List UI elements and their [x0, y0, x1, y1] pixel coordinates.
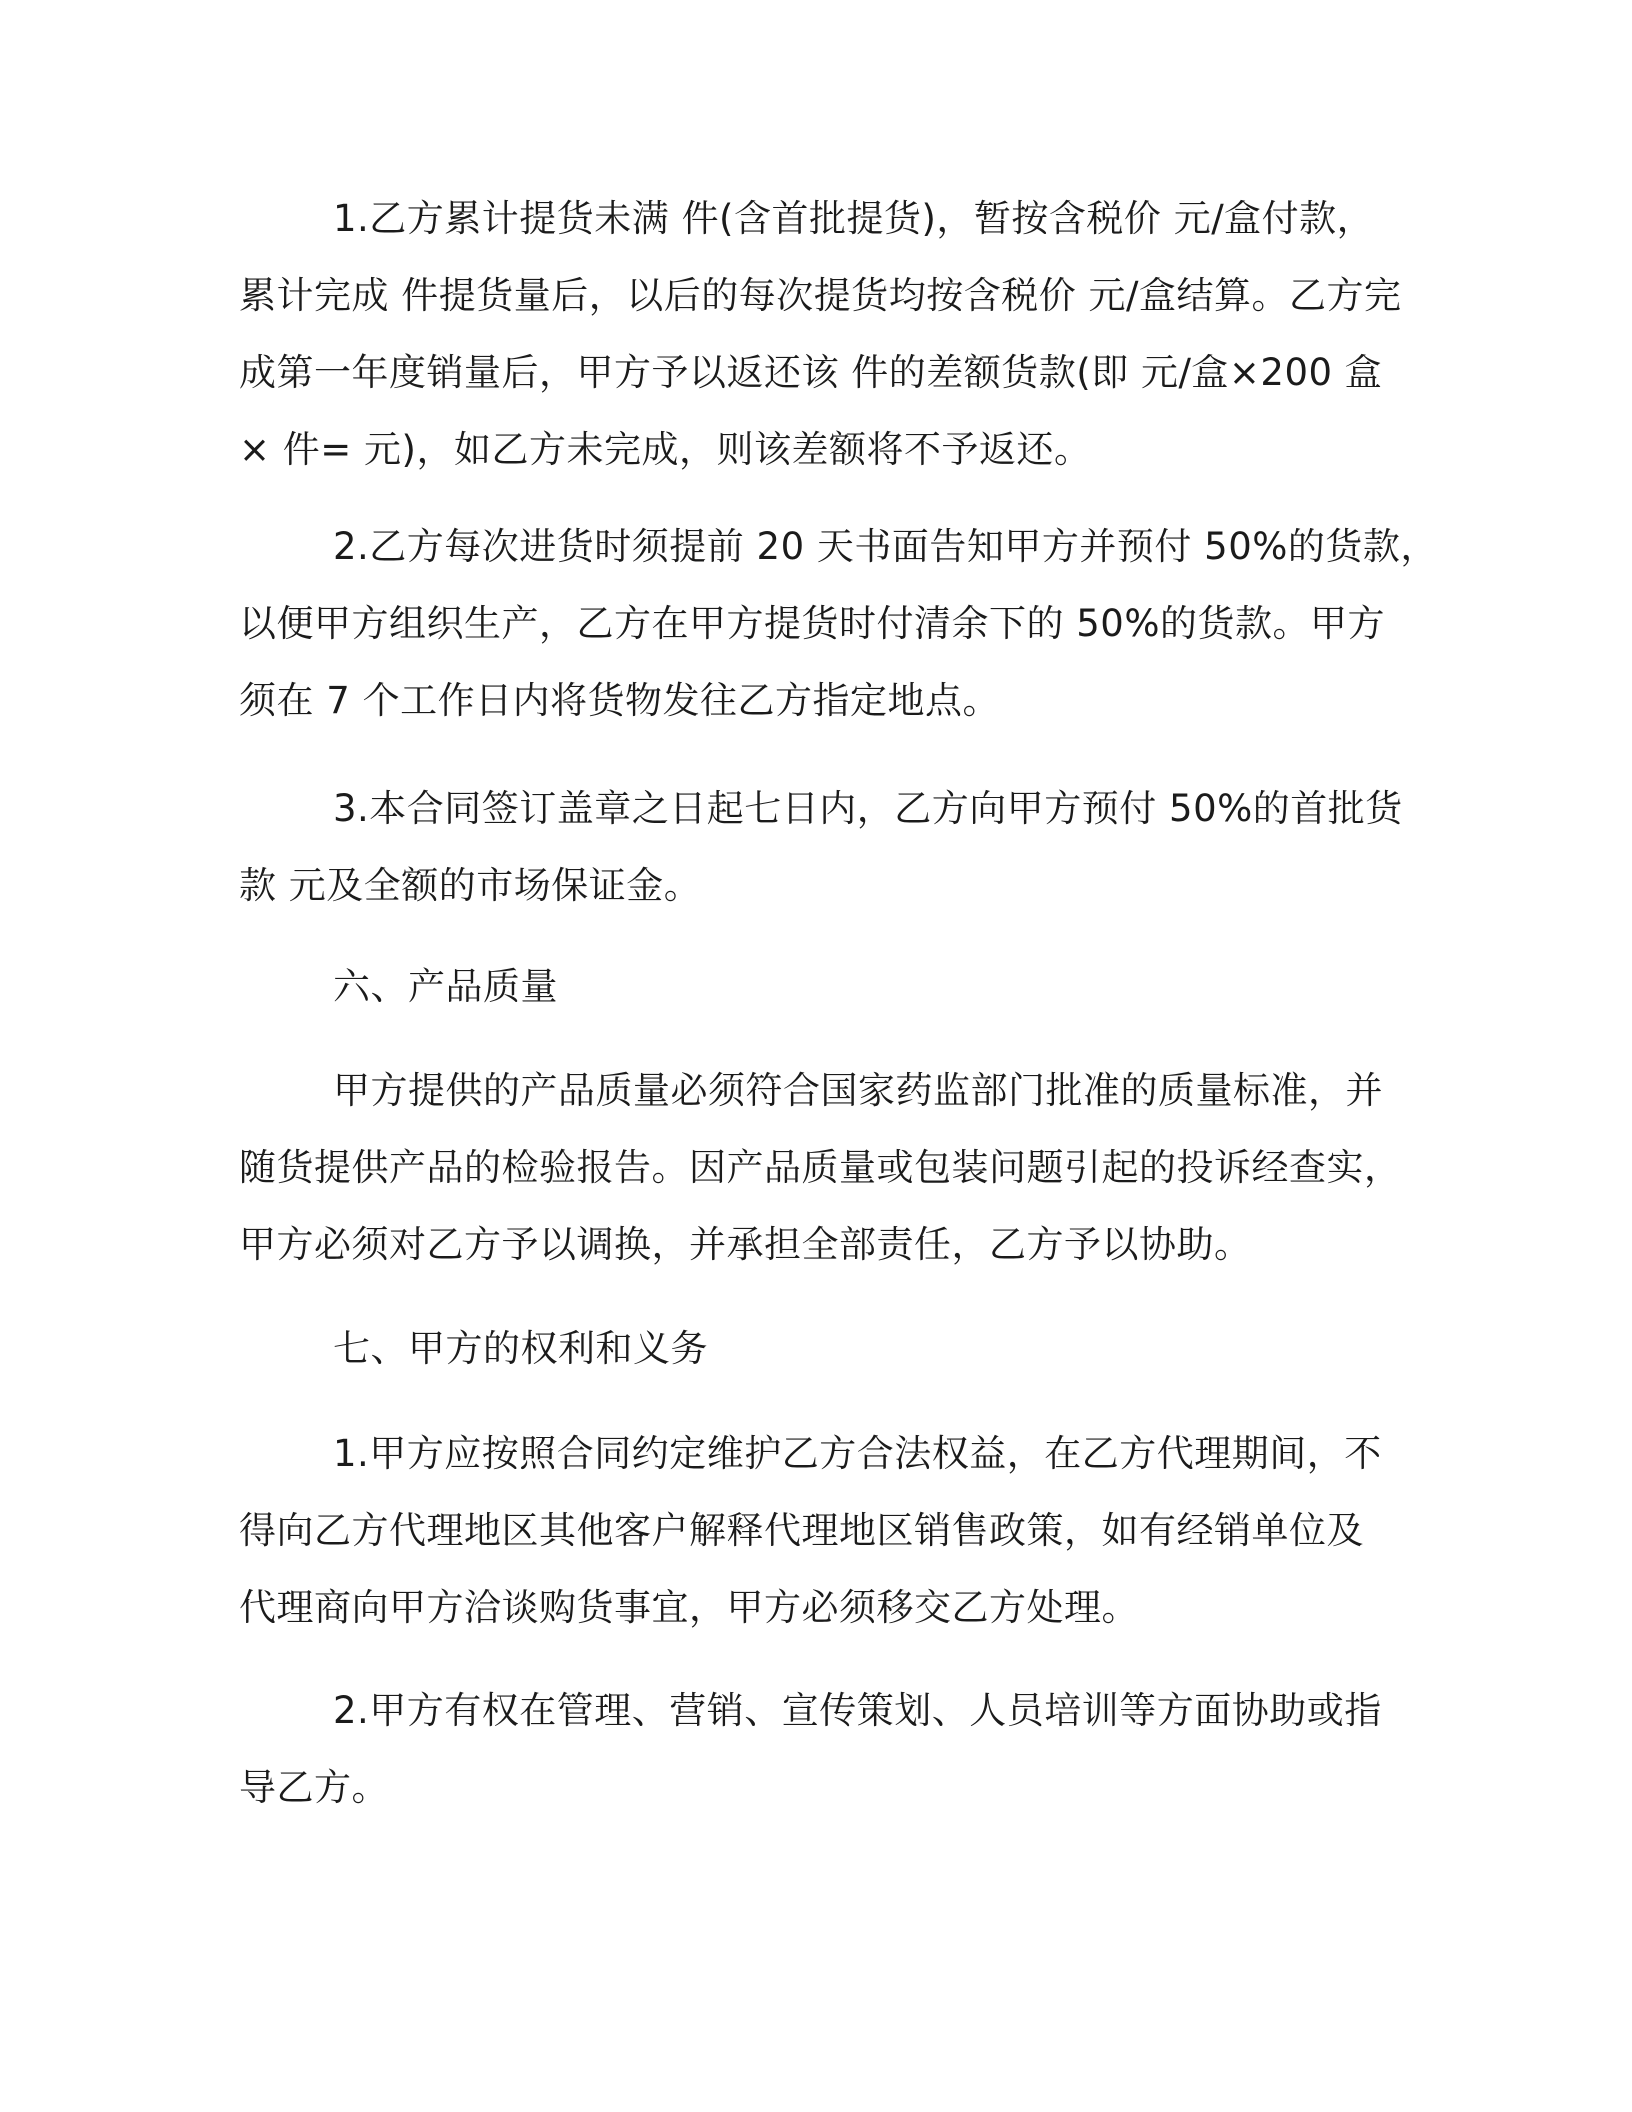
text-line: 累计完成 件提货量后，以后的每次提货均按含税价 元/盒结算。乙方完 [239, 274, 1402, 317]
text-line: × 件= 元)，如乙方未完成，则该差额将不予返还。 [239, 428, 1092, 471]
text-line: 随货提供产品的检验报告。因产品质量或包装问题引起的投诉经查实， [239, 1146, 1402, 1189]
quality-clause [239, 1052, 1402, 1283]
text-line: 甲方提供的产品质量必须符合国家药监部门批准的质量标准，并 [333, 1069, 1383, 1112]
text-line: 1.甲方应按照合同约定维护乙方合法权益，在乙方代理期间，不 [333, 1432, 1382, 1475]
section-heading-quality: 六、产品质量 [333, 965, 558, 1008]
text-line: 2.甲方有权在管理、营销、宣传策划、人员培训等方面协助或指 [333, 1689, 1382, 1732]
text-line: 导乙方。 [239, 1766, 389, 1809]
text-line: 甲方必须对乙方予以调换，并承担全部责任，乙方予以协助。 [239, 1223, 1252, 1266]
payment-clause-1 [239, 180, 1402, 488]
text-line: 成第一年度销量后，甲方予以返还该 件的差额货款(即 元/盒×200 盒 [239, 351, 1383, 394]
party-a-clause-1 [239, 1415, 1389, 1646]
party-a-clause-2 [239, 1672, 1389, 1826]
payment-clause-3 [239, 770, 1403, 924]
text-line: 得向乙方代理地区其他客户解释代理地区销售政策，如有经销单位及 [239, 1509, 1364, 1552]
text-line: 款 元及全额的市场保证金。 [239, 864, 702, 907]
section-heading-party-a-rights: 七、甲方的权利和义务 [333, 1327, 708, 1370]
text-line: 2.乙方每次进货时须提前 20 天书面告知甲方并预付 50%的货款， [333, 525, 1438, 568]
text-line: 1.乙方累计提货未满 件(含首批提货)，暂按含税价 元/盒付款， [333, 197, 1375, 240]
text-line: 以便甲方组织生产，乙方在甲方提货时付清余下的 50%的货款。甲方 [239, 602, 1385, 645]
text-line: 3.本合同签订盖章之日起七日内，乙方向甲方预付 50%的首批货 [333, 787, 1403, 830]
text-line: 须在 7 个工作日内将货物发往乙方指定地点。 [239, 679, 1001, 722]
payment-clause-2 [239, 508, 1438, 739]
text-line: 代理商向甲方洽谈购货事宜，甲方必须移交乙方处理。 [239, 1586, 1139, 1629]
